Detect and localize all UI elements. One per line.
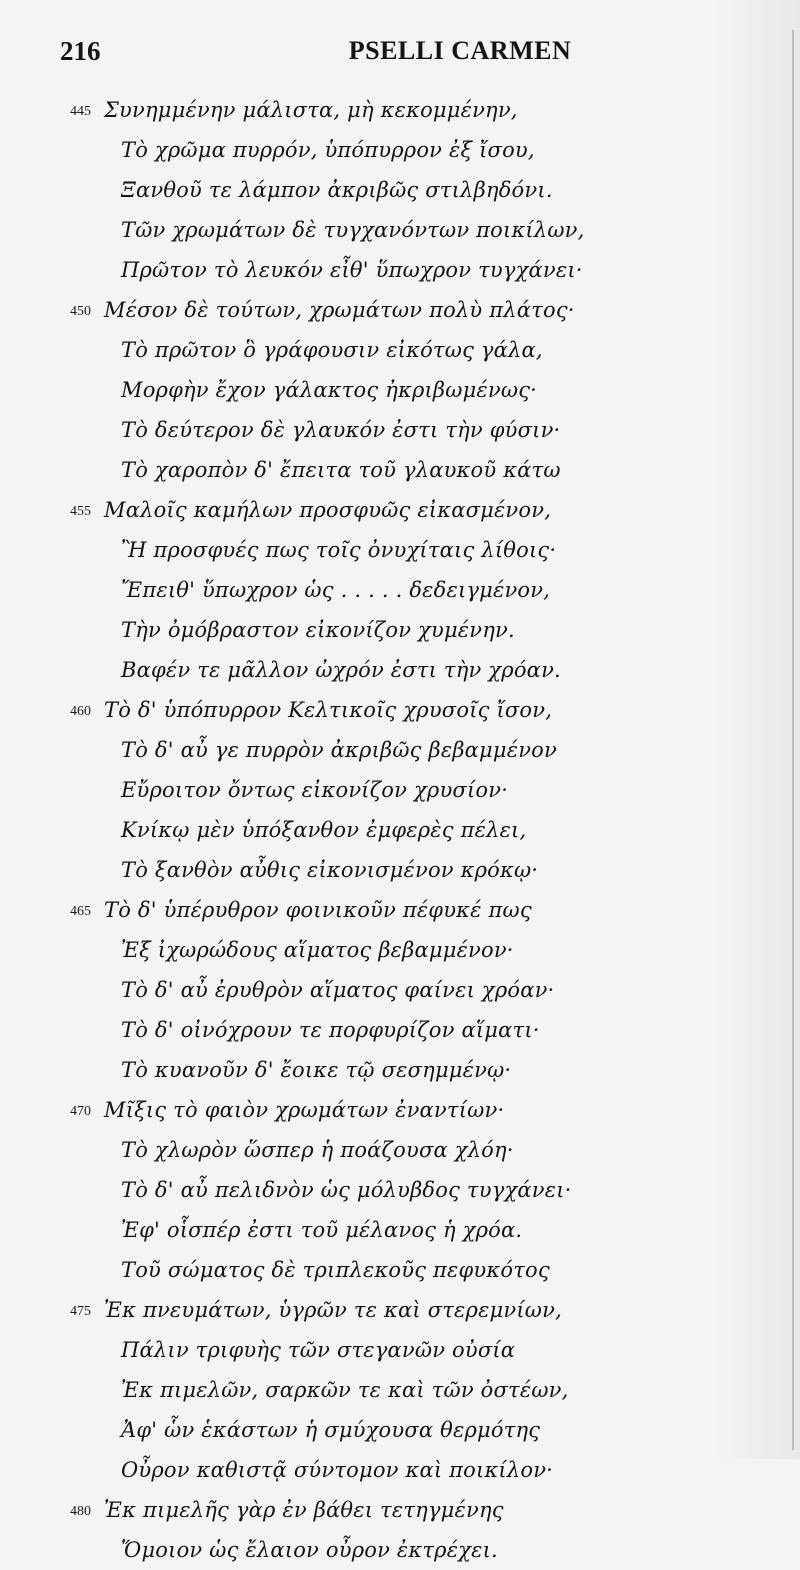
verse-text: Τὸ ξανθὸν αὖθις εἰκονισμένον κρόκῳ·	[121, 858, 539, 882]
verse-line	[0, 970, 800, 1010]
verse-text: Τῶν χρωμάτων δὲ τυγχανόντων ποικίλων,	[121, 218, 585, 242]
verse-text: Συνημμένην μάλιστα, μὴ κεκομμένην,	[104, 98, 518, 122]
verse-text: Τὸ δ' αὖ γε πυρρὸν ἀκριβῶς βεβαμμένον	[121, 738, 557, 762]
verse-text: Μῖξις τὸ φαιὸν χρωμάτων ἐναντίων·	[104, 1098, 505, 1122]
verse-text: Ἔπειθ' ὕπωχρον ὡς . . . . . δεδειγμένον,	[121, 578, 551, 602]
verse-text: Τὸ δ' ὑπόπυρρον Κελτικοῖς χρυσοῖς ἴσον,	[104, 698, 553, 722]
verse-text: Τὸ κυανοῦν δ' ἔοικε τῷ σεσημμένῳ·	[121, 1058, 512, 1082]
verse-text: Ὅμοιον ὡς ἔλαιον οὖρον ἐκτρέχει.	[121, 1538, 498, 1562]
verse-line	[0, 730, 800, 770]
verse-line	[0, 1490, 800, 1530]
verse-line	[0, 1250, 800, 1290]
verse-line	[0, 450, 800, 490]
verse-line	[0, 690, 800, 730]
verse-line	[0, 490, 800, 530]
verse-line	[0, 1130, 800, 1170]
verse-line	[0, 1450, 800, 1490]
verse-text: Τὸ χλωρὸν ὥσπερ ἡ ποάζουσα χλόη·	[121, 1138, 514, 1162]
verse-text: Ἐφ' οἷσπέρ ἐστι τοῦ μέλανος ἡ χρόα.	[121, 1218, 523, 1242]
verse-line	[0, 770, 800, 810]
verse-line	[0, 330, 800, 370]
verse-line	[0, 570, 800, 610]
verse-line	[0, 130, 800, 170]
verse-text: Τὸ χρῶμα πυρρόν, ὑπόπυρρον ἐξ ἴσου,	[121, 138, 535, 162]
verse-line	[0, 530, 800, 570]
line-number: 445	[70, 104, 91, 119]
verse-line	[0, 610, 800, 650]
line-number: 465	[70, 904, 91, 919]
verse-text: Ἐξ ἰχωρώδους αἵματος βεβαμμένον·	[121, 938, 514, 962]
verse-text: Τὸ δ' ὑπέρυθρον φοινικοῦν πέφυκέ πως	[104, 898, 532, 922]
verse-line	[0, 1010, 800, 1050]
verse-line	[0, 1090, 800, 1130]
verse-text: Κνίκῳ μὲν ὑπόξανθον ἐμφερὲς πέλει,	[121, 818, 527, 842]
line-number: 480	[70, 1504, 91, 1519]
verse-line	[0, 90, 800, 130]
verse-text: Οὖρον καθιστᾷ σύντομον καὶ ποικίλον·	[121, 1458, 554, 1482]
verse-text: Ἢ προσφυές πως τοῖς ὀνυχίταις λίθοις·	[121, 538, 557, 562]
line-number: 450	[70, 304, 91, 319]
line-number: 470	[70, 1104, 91, 1119]
verse-text: Τοῦ σώματος δὲ τριπλεκοῦς πεφυκότος	[121, 1258, 550, 1282]
verse-text: Μέσον δὲ τούτων, χρωμάτων πολὺ πλάτος·	[104, 298, 575, 322]
verse-text: Εὔροιτον ὄντως εἰκονίζον χρυσίον·	[121, 778, 509, 802]
verse-text: Μαλοῖς καμήλων προσφυῶς εἰκασμένον,	[104, 498, 552, 522]
verse-line	[0, 1170, 800, 1210]
verse-text: Ἀφ' ὧν ἑκάστων ἡ σμύχουσα θερμότης	[121, 1418, 541, 1442]
verse-text: Πρῶτον τὸ λευκόν εἶθ' ὕπωχρον τυγχάνει·	[121, 258, 583, 282]
verse-line	[0, 370, 800, 410]
verse-line	[0, 890, 800, 930]
verse-text: Ἐκ πιμελῶν, σαρκῶν τε καὶ τῶν ὀστέων,	[121, 1378, 569, 1402]
line-number: 460	[70, 704, 91, 719]
verse-text: Τὸ πρῶτον ὃ γράφουσιν εἰκότως γάλα,	[121, 338, 543, 362]
verse-line	[0, 1050, 800, 1090]
verse-line	[0, 1370, 800, 1410]
verse-line	[0, 210, 800, 250]
verse-text: Τὴν ὀμόβραστον εἰκονίζον χυμένην.	[121, 618, 515, 642]
verse-text: Μορφὴν ἔχον γάλακτος ἠκριβωμένως·	[121, 378, 538, 402]
verse-block	[0, 90, 800, 1570]
verse-line	[0, 650, 800, 690]
verse-text: Βαφέν τε μᾶλλον ὠχρόν ἐστι τὴν χρόαν.	[121, 658, 561, 682]
line-number: 455	[70, 504, 91, 519]
verse-text: Ἐκ πιμελῆς γὰρ ἐν βάθει τετηγμένης	[104, 1498, 504, 1522]
verse-text: Ἐκ πνευμάτων, ὑγρῶν τε καὶ στερεμνίων,	[104, 1298, 562, 1322]
page-header	[60, 36, 740, 76]
running-title: PSELLI CARMEN	[348, 36, 572, 65]
page-number: 216	[60, 36, 101, 66]
verse-line	[0, 810, 800, 850]
verse-line	[0, 1290, 800, 1330]
verse-line	[0, 1530, 800, 1570]
verse-line	[0, 1210, 800, 1250]
verse-line	[0, 850, 800, 890]
verse-text: Τὸ χαροπὸν δ' ἔπειτα τοῦ γλαυκοῦ κάτω	[121, 458, 561, 482]
verse-line	[0, 250, 800, 290]
verse-text: Τὸ δ' αὖ πελιδνὸν ὡς μόλυβδος τυγχάνει·	[121, 1178, 572, 1202]
verse-text: Ξανθοῦ τε λάμπον ἀκριβῶς στιλβηδόνι.	[121, 178, 553, 202]
verse-text: Πάλιν τριφυὴς τῶν στεγανῶν οὐσία	[121, 1338, 516, 1362]
verse-line	[0, 1410, 800, 1450]
verse-line	[0, 410, 800, 450]
verse-text: Τὸ δεύτερον δὲ γλαυκόν ἐστι τὴν φύσιν·	[121, 418, 561, 442]
verse-line	[0, 930, 800, 970]
verse-line	[0, 170, 800, 210]
line-number: 475	[70, 1304, 91, 1319]
verse-text: Τὸ δ' οἰνόχρουν τε πορφυρίζον αἵματι·	[121, 1018, 540, 1042]
verse-line	[0, 290, 800, 330]
verse-text: Τὸ δ' αὖ ἐρυθρὸν αἵματος φαίνει χρόαν·	[121, 978, 555, 1002]
verse-line	[0, 1330, 800, 1370]
